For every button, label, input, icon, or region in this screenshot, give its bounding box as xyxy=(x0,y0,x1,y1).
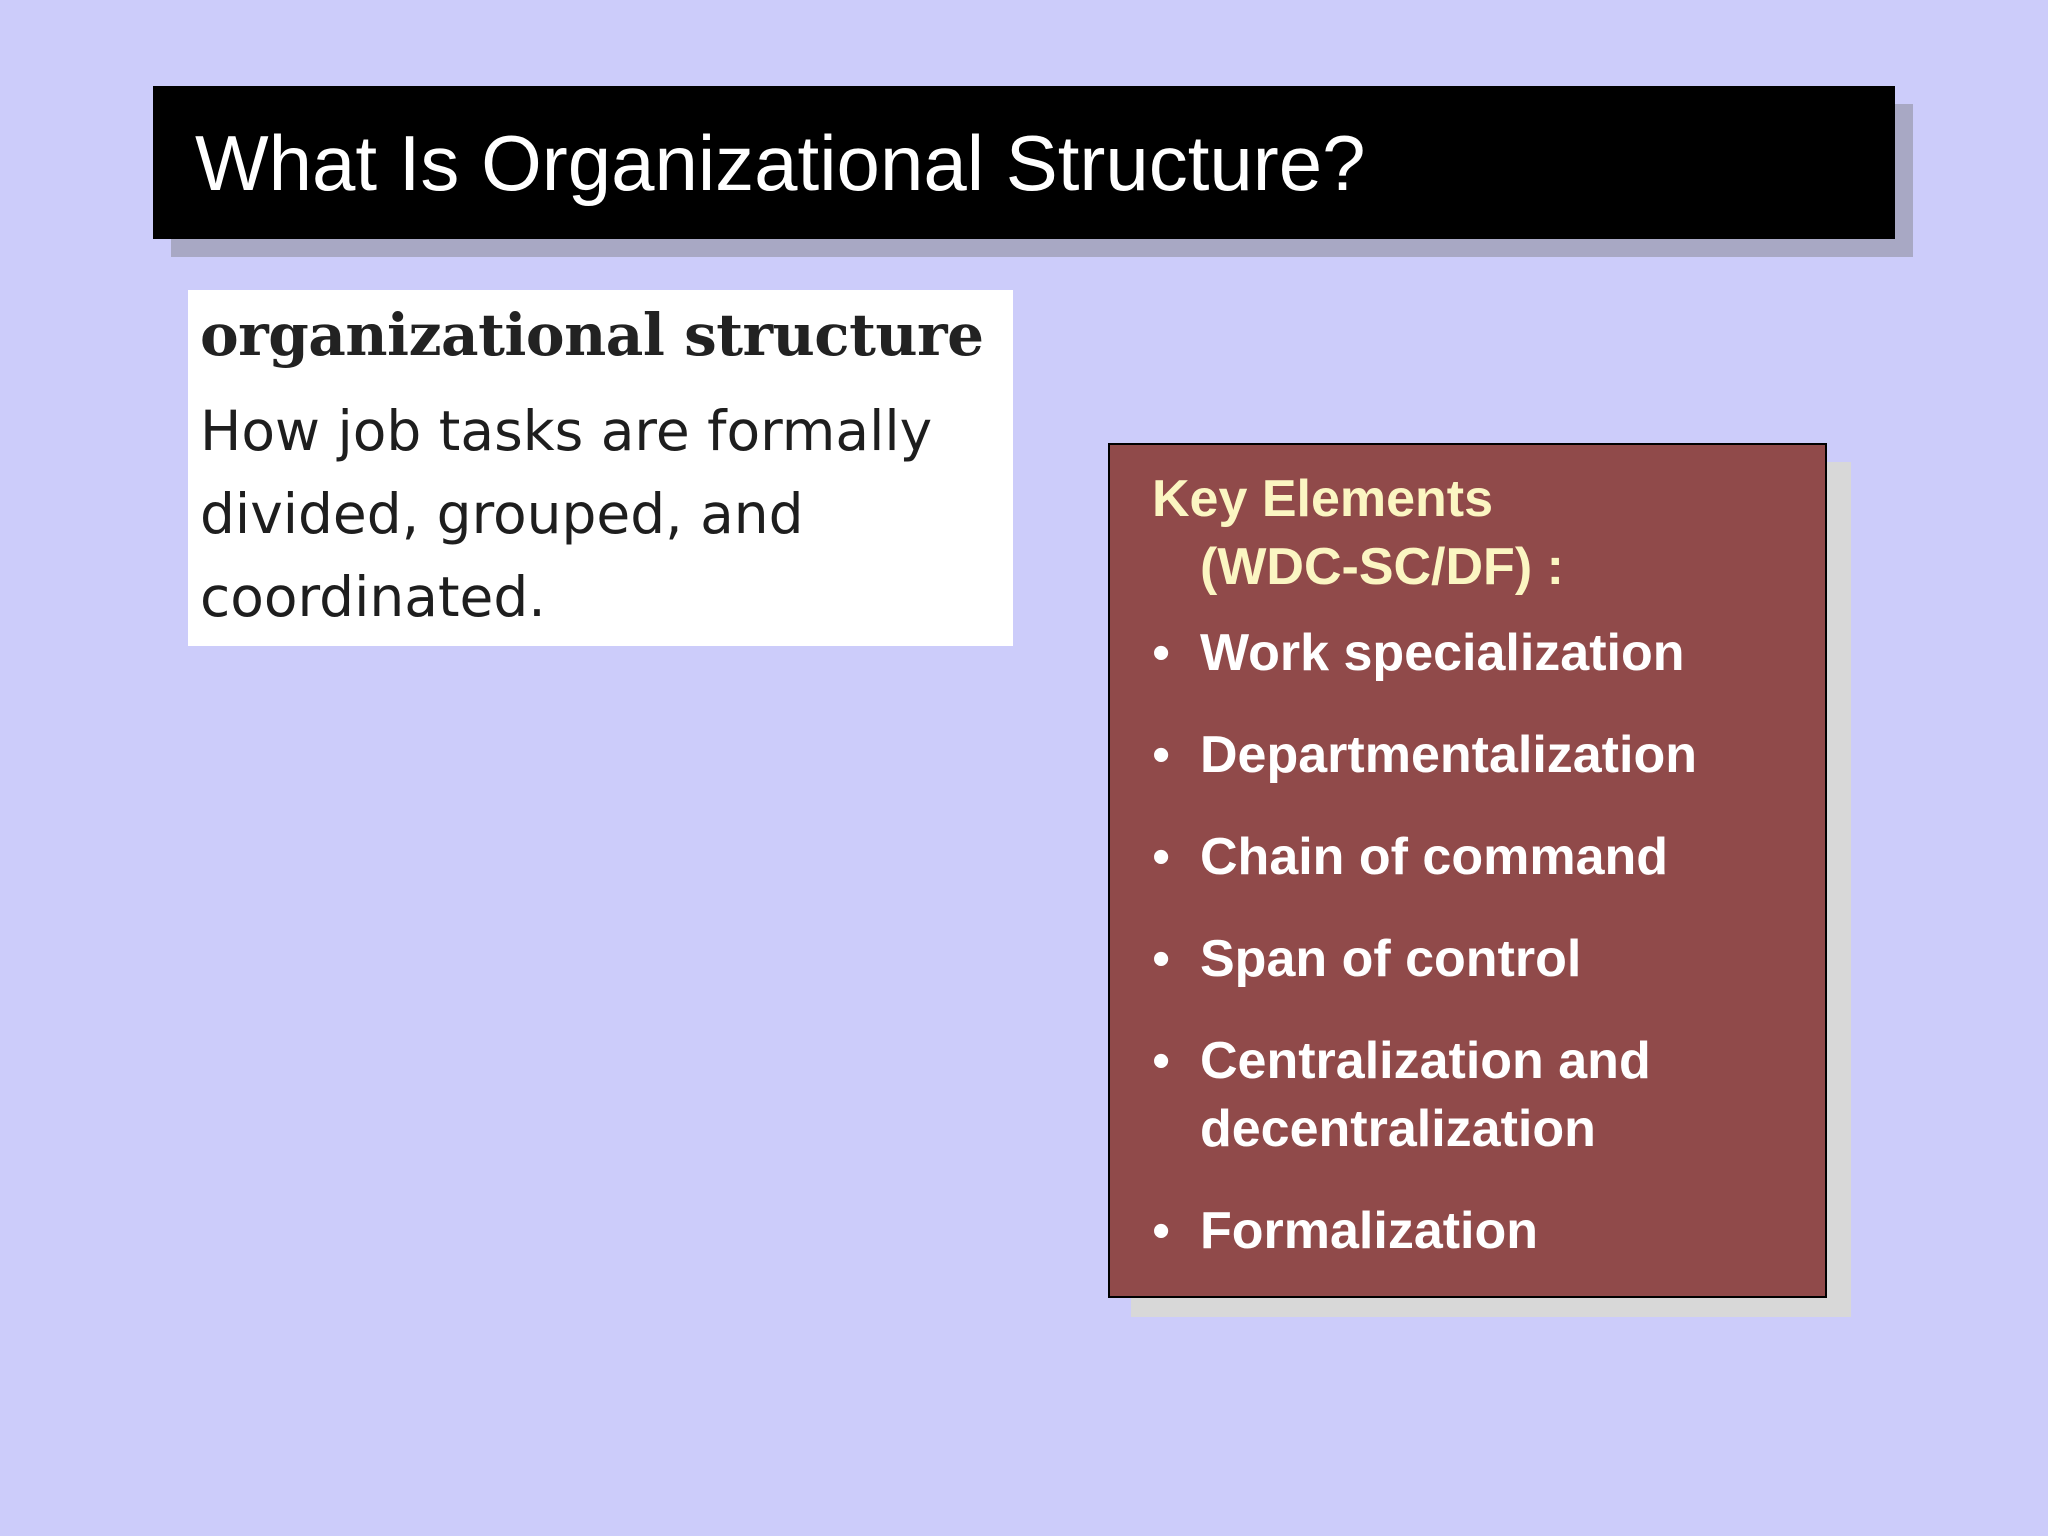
key-elements-box xyxy=(1108,443,1827,1298)
list-item: • Chain of command xyxy=(1152,823,1805,891)
key-elements-heading-line2: (WDC-SC/DF) : xyxy=(1200,538,1564,596)
title-bar xyxy=(153,86,1895,239)
definition-term: organizational structure xyxy=(200,301,984,369)
key-elements-heading-line1: Key Elements xyxy=(1152,470,1494,528)
definition-text: How job tasks are formally divided, grouped, and coordinated. xyxy=(200,398,933,629)
list-item: • Departmentalization xyxy=(1152,721,1805,789)
list-item: • Formalization xyxy=(1152,1197,1805,1265)
definition-box xyxy=(188,290,1013,646)
list-item: • Centralization and decentralization xyxy=(1152,1027,1805,1163)
list-item: • Work specialization xyxy=(1152,619,1805,687)
slide-title: What Is Organizational Structure? xyxy=(195,118,1366,207)
key-elements-list xyxy=(1152,619,1805,1265)
key-elements-heading xyxy=(1152,465,1805,601)
list-item: • Span of control xyxy=(1152,925,1805,993)
